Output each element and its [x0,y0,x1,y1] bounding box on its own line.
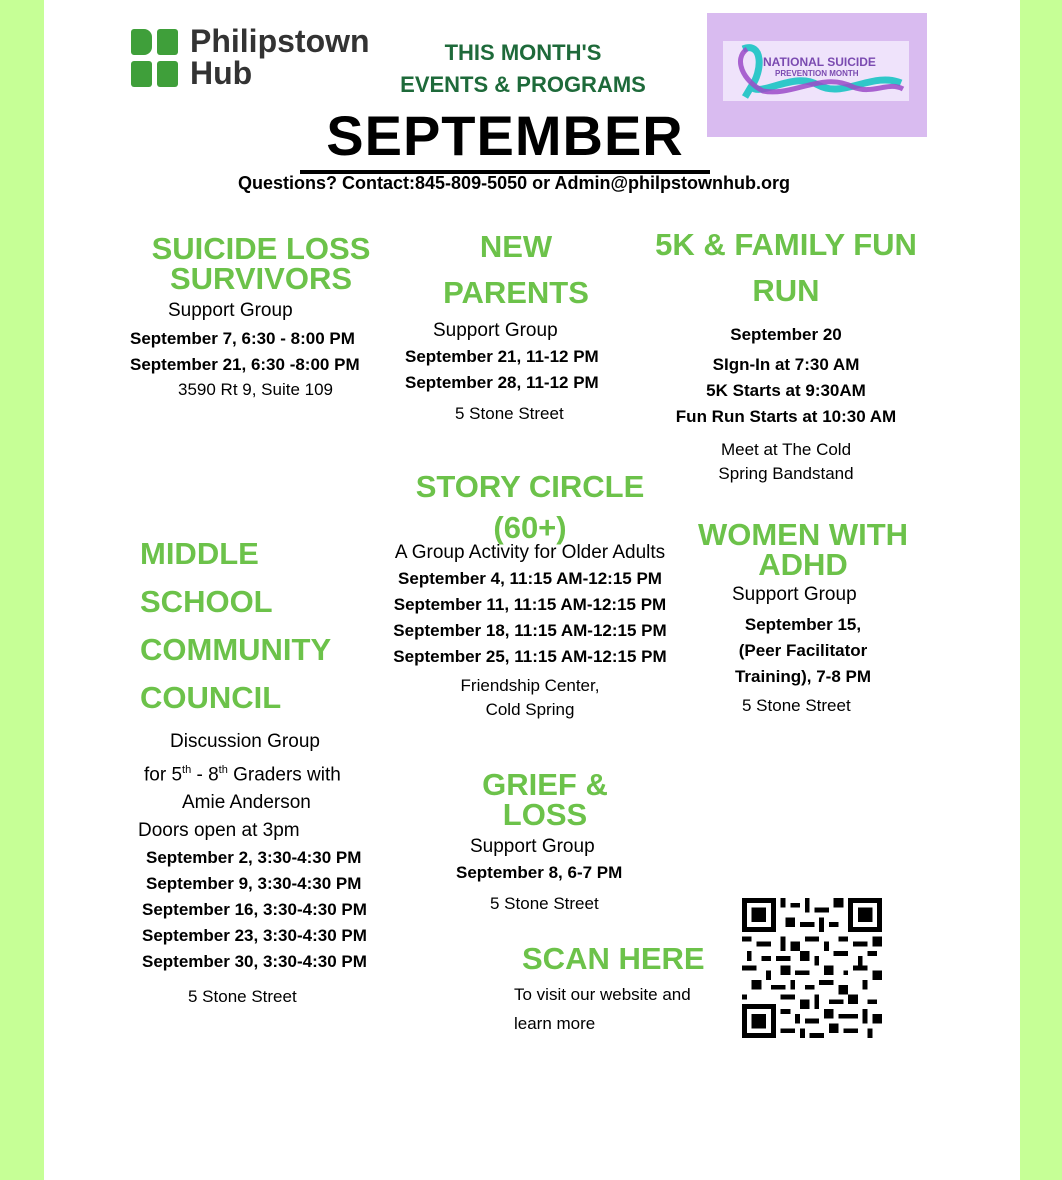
middle-date-2: September 9, 3:30-4:30 PM [146,874,362,894]
women-date-3: Training), 7-8 PM [734,667,872,686]
women-title-line1: WOMEN WITH [697,517,909,552]
header-title [395,37,651,101]
grief-title-line2: LOSS [502,797,588,832]
middle-desc-2-sup1: th [182,764,192,776]
women-adhd-section [680,518,926,718]
philipstown-hub-logo-icon [131,29,179,87]
middle-desc-4: Doors open at 3pm [138,820,300,842]
grief-title-line1: GRIEF & [482,767,608,802]
middle-desc-2-post: Graders with [227,764,341,786]
logo-line1: Philipstown [190,23,370,59]
badge-line2: PREVENTION MONTH [775,69,859,78]
middle-date-5: September 30, 3:30-4:30 PM [142,952,367,972]
story-date-2: September 11, 11:15 AM-12:15 PM [393,595,667,614]
run-location-2: Spring Bandstand [718,464,854,483]
contact-line: Questions? Contact:845-809-5050 or Admin@philpstownhub.org [238,173,790,193]
story-location-2: Cold Spring [485,700,575,719]
middle-desc-1: Discussion Group [170,731,320,752]
badge-panel [723,41,909,101]
grief-subtitle: Support Group [470,836,595,857]
suicide-date-2: September 21, 6:30 -8:00 PM [130,355,360,374]
women-date-1: September 15, [744,615,862,634]
middle-title-line4: COUNCIL [140,680,282,715]
parents-title-line2: PARENTS [443,275,589,310]
fun-run-section [640,222,932,486]
middle-date-1: September 2, 3:30-4:30 PM [146,848,362,868]
parents-title-line1: NEW [479,229,553,264]
women-location: 5 Stone Street [742,696,851,715]
story-date-1: September 4, 11:15 AM-12:15 PM [398,569,662,588]
scan-text-2: learn more [514,1014,596,1033]
suicide-subtitle: Support Group [168,300,293,321]
middle-title-line2: SCHOOL [140,584,273,619]
scan-section [510,938,740,1038]
middle-desc-2-mid: - 8 [191,764,219,786]
story-subtitle: A Group Activity for Older Adults [394,542,666,563]
suicide-location: 3590 Rt 9, Suite 109 [178,380,334,399]
grief-location: 5 Stone Street [490,894,599,913]
story-title-line1: STORY CIRCLE [415,469,645,504]
new-parents-section [405,224,627,426]
header-line1: THIS MONTH'S [444,40,602,65]
header-line2: EVENTS & PROGRAMS [400,72,646,97]
middle-school-section [140,530,400,1009]
website-qr-code-icon[interactable] [742,898,882,1038]
suicide-title-line1: SUICIDE LOSS [151,231,371,266]
scan-title: SCAN HERE [522,941,705,976]
parents-location: 5 Stone Street [455,404,564,423]
middle-date-4: September 23, 3:30-4:30 PM [142,926,367,946]
women-title-line2: ADHD [758,547,848,582]
parents-date-1: September 21, 11-12 PM [405,347,599,366]
logo-line2: Hub [190,55,253,91]
month-title: SEPTEMBER [300,102,710,174]
logo-text [190,25,370,89]
middle-desc-2-pre: for 5 [144,764,183,786]
story-date-3: September 18, 11:15 AM-12:15 PM [393,621,667,640]
run-title-line1: 5K & FAMILY FUN [655,227,917,262]
women-date-2: (Peer Facilitator [738,641,868,660]
middle-desc-2-sup2: th [218,764,228,776]
middle-desc-3: Amie Anderson [182,792,311,814]
parents-date-2: September 28, 11-12 PM [405,373,599,392]
middle-date-3: September 16, 3:30-4:30 PM [142,900,367,920]
suicide-loss-section [130,232,392,402]
run-date-1: September 20 [730,325,842,344]
story-date-4: September 25, 11:15 AM-12:15 PM [393,647,667,666]
story-circle-section [372,464,688,722]
grief-date-1: September 8, 6-7 PM [456,863,623,882]
prevention-month-badge [707,13,927,137]
run-date-3: 5K Starts at 9:30AM [706,381,866,400]
parents-subtitle: Support Group [433,320,558,341]
run-location-1: Meet at The Cold [720,440,852,459]
story-location-1: Friendship Center, [460,676,600,695]
badge-line1: NATIONAL SUICIDE [763,55,876,69]
grief-loss-section [440,768,650,916]
suicide-date-1: September 7, 6:30 - 8:00 PM [130,329,355,348]
story-title-line2: (60+) [493,510,567,545]
women-subtitle: Support Group [732,584,857,605]
suicide-title-line2: SURVIVORS [169,261,353,296]
middle-title-line3: COMMUNITY [140,632,332,667]
middle-desc-2 [140,756,400,789]
middle-location: 5 Stone Street [188,987,297,1007]
scan-text-1: To visit our website and [514,985,691,1004]
run-date-2: SIgn-In at 7:30 AM [712,355,860,374]
run-date-4: Fun Run Starts at 10:30 AM [675,407,897,426]
run-title-line2: RUN [752,273,820,308]
middle-title-line1: MIDDLE [140,536,259,571]
